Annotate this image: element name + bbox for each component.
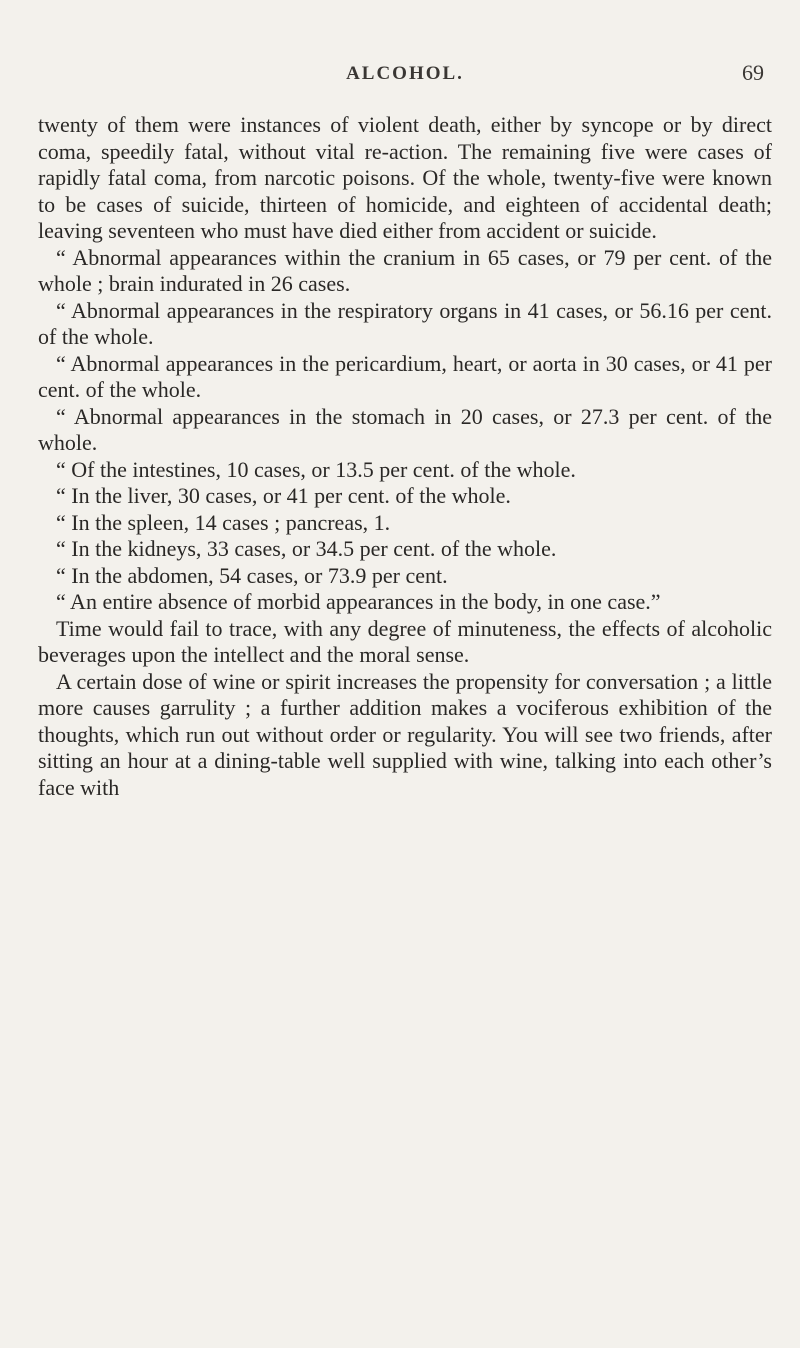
- paragraph: “ Abnormal appearances in the respiratory organs in 41 cases, or 56.16 per cent. of the whole.: [38, 297, 772, 349]
- running-head-title: ALCOHOL.: [346, 63, 464, 84]
- paragraph: “ Abnormal appearances within the cranium in 65 cases, or 79 per cent. of the whole ; brain indurated in 26 cases.: [38, 244, 772, 296]
- paragraph: “ An entire absence of morbid appearances in the body, in one case.”: [56, 589, 661, 614]
- body-text: [38, 112, 772, 801]
- paragraph: “ Of the intestines, 10 cases, or 13.5 per cent. of the whole.: [56, 456, 576, 482]
- paragraph: twenty of them were instances of violent death, either by syncope or by direct coma, speedily fatal, without vital re-action. The remaining five were cases of rapidly fatal coma, from narcotic poisons. Of the whole, twenty-five were known to be cases of suicide, thirteen of homicide, and eighteen of accidental death; leaving seventeen who must have died either from accident or suicide.: [38, 112, 772, 243]
- paragraph: “ In the kidneys, 33 cases, or 34.5 per cent. of the whole.: [56, 536, 557, 561]
- paragraph: Time would fail to trace, with any degree of minuteness, the effects of alcoholic beverages upon the intellect and the moral sense.: [38, 615, 772, 667]
- running-head: [38, 0, 772, 112]
- paragraph: “ Abnormal appearances in the stomach in 20 cases, or 27.3 per cent. of the whole.: [38, 403, 772, 455]
- paragraph: A certain dose of wine or spirit increases the propensity for conversation ; a little more causes garrulity ; a further addition makes a vociferous exhibition of the thoughts, which run out without order or regularity. You will see two friends, after sitting an hour at a dining-table well supplied with wine, talking into each other’s face with: [38, 668, 772, 800]
- paragraph: “ In the liver, 30 cases, or 41 per cent. of the whole.: [56, 483, 511, 508]
- paragraph: “ In the spleen, 14 cases ; pancreas, 1.: [56, 509, 391, 535]
- page-number: 69: [742, 60, 764, 85]
- paragraph: “ Abnormal appearances in the pericardium, heart, or aorta in 30 cases, or 41 per cent. of the whole.: [38, 350, 772, 402]
- paragraph: “ In the abdomen, 54 cases, or 73.9 per cent.: [56, 562, 448, 588]
